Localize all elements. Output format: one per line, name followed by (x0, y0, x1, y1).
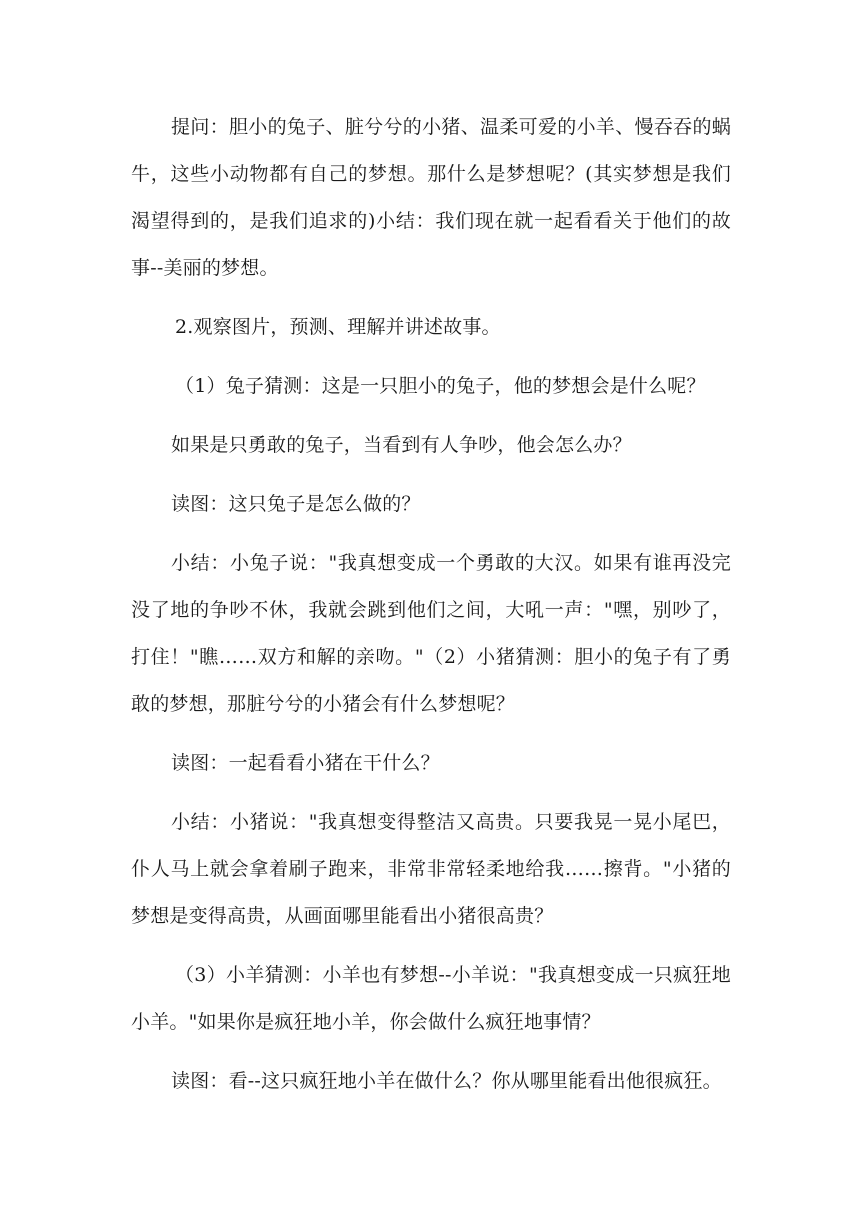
paragraph-rabbit-guess: （1）兔子猜测：这是一只胆小的兔子，他的梦想会是什么呢？ (175, 375, 706, 397)
paragraph-step-2: 2.观察图片，预测、理解并讲述故事。 (175, 316, 501, 338)
paragraph-pig-summary: 小结：小猪说："我真想变得整洁又高贵。只要我晃一晃小尾巴，仆人马上就会拿着刷子跑来，非常非常轻柔地给我……擦背。"小猪的梦想是变得高贵，从画面哪里能看出小猪很高贵？ (131, 811, 731, 927)
paragraph-read-sheep: 读图：看--这只疯狂地小羊在做什么？你从哪里能看出他很疯狂。 (171, 1070, 722, 1092)
paragraph-sheep-guess: （3）小羊猜测：小羊也有梦想--小羊说："我真想变成一只疯狂地小羊。"如果你是疯狂地小羊，你会做什么疯狂地事情？ (131, 964, 731, 1033)
paragraph-read-pig: 读图：一起看看小猪在干什么？ (171, 752, 440, 774)
document-body (131, 104, 731, 1117)
paragraph-read-rabbit: 读图：这只兔子是怎么做的？ (171, 493, 421, 515)
paragraph-rabbit-summary: 小结：小兔子说："我真想变成一个勇敢的大汉。如果有谁再没完没了地的争吵不休，我就会跳到他们之间，大吼一声："嘿，别吵了，打住！"瞧……双方和解的亲吻。"（2）小猪猜测：胆小的兔子有了勇敢的梦想，那脏兮兮的小猪会有什么梦想呢？ (131, 552, 731, 715)
paragraph-brave-rabbit: 如果是只勇敢的兔子，当看到有人争吵，他会怎么办？ (171, 434, 632, 456)
paragraph-question: 提问：胆小的兔子、脏兮兮的小猪、温柔可爱的小羊、慢吞吞的蜗牛，这些小动物都有自己的梦想。那什么是梦想呢？(其实梦想是我们渴望得到的，是我们追求的)小结：我们现在就一起看看关于他们的故事--美丽的梦想。 (131, 116, 731, 279)
